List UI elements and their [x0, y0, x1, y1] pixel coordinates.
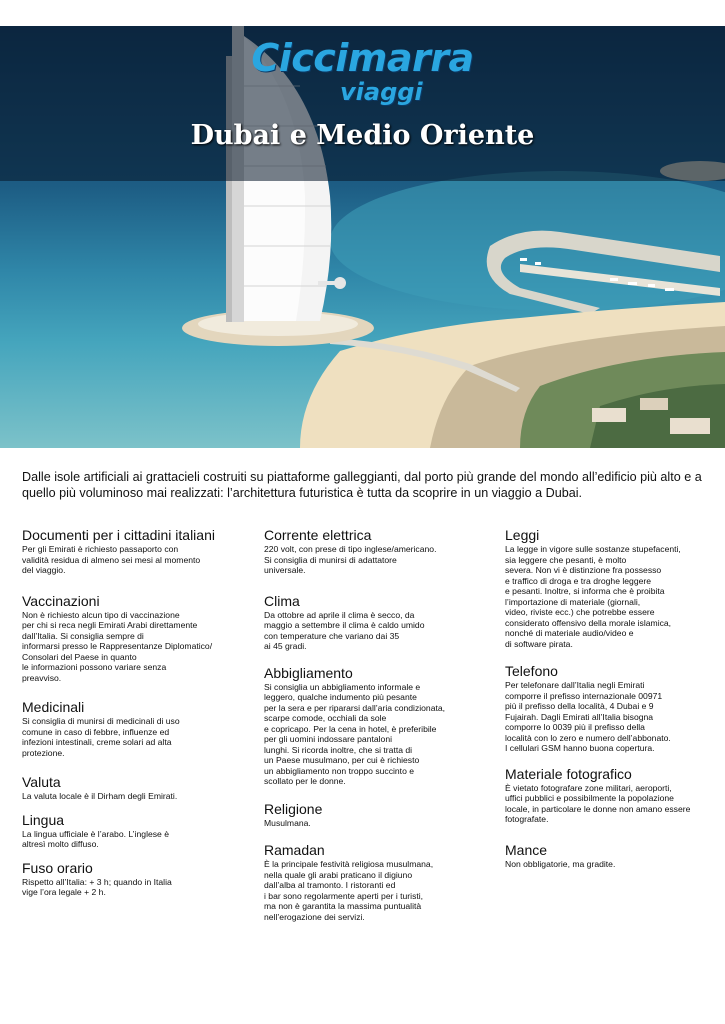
page-title: Dubai e Medio Oriente	[190, 120, 535, 151]
info-column-2	[264, 527, 479, 922]
section-title: Mance	[505, 841, 548, 858]
section-title: Ramadan	[264, 842, 325, 858]
brand-logo-sub: viaggi	[340, 78, 423, 106]
section-fuso-orario	[22, 860, 237, 898]
intro-paragraph: Dalle isole artificiali ai grattacieli costruiti su piattaforme galleggianti, dal porto più grande del mondo all’edificio più alto e a quello più voluminoso mai realizzati: l’architettura futuristica è tutta da scoprire in un viaggio a Dubai.	[22, 470, 702, 500]
section-text: Per telefonare dall’Italia negli Emirati comporre il prefisso internazionale 00971 più il prefisso della località, 4 Dubai e 9 Fujairah. Dagli Emirati all’Italia bisogna comporre lo 0039 più il prefisso della località con lo zero e numero dell’abbonato. I cellulari GSM hanno buona copertura.	[505, 680, 671, 753]
section-text: La legge in vigore sulle sostanze stupefacenti, sia leggere che pesanti, è molto severa. Non vi è distinzione fra possesso e traffico di droga e tra droghe leggere e pesanti. Inoltre, si informa che è proibita l’importazione di materiale (giornali, video, riviste ecc.) che potrebbe essere considerato offensivo della morale islamica, nonché di materiale audio/video e di software pirata.	[505, 544, 681, 649]
section-title: Telefono	[505, 663, 558, 679]
section-title: Vaccinazioni	[22, 592, 100, 609]
section-ramadan	[264, 842, 479, 922]
section-corrente	[264, 527, 479, 576]
section-title: Abbigliamento	[264, 664, 353, 681]
section-text: Si consiglia di munirsi di medicinali di uso comune in caso di febbre, influenze ed infezioni intestinali, creme solari ad alta protezione.	[22, 716, 180, 758]
brand-logo-main: Ciccimarra	[251, 36, 474, 80]
section-text: È vietato fotografare zone militari, aeroporti, uffici pubblici e possibilmente la popolazione locale, in particolare le donne non amano essere fotografate.	[505, 782, 691, 824]
section-vaccinazioni	[22, 593, 237, 684]
section-leggi	[505, 527, 715, 649]
section-title: Religione	[264, 800, 323, 817]
section-text: Per gli Emirati è richiesto passaporto con validità residua di almeno sei mesi al momento del viaggio.	[22, 544, 201, 575]
section-text: Da ottobre ad aprile il clima è secco, da maggio a settembre il clima è caldo umido con temperature che variano dai 35 ai 45 gradi.	[264, 609, 425, 651]
info-column-1	[22, 527, 237, 898]
section-telefono	[505, 663, 715, 754]
section-text: Non è richiesto alcun tipo di vaccinazione per chi si reca negli Emirati Arabi direttamente dall’Italia. Si consiglia sempre di informarsi presso le Rappresentanze Diplomatico/ Consolari del Paese in quanto le informazioni possono variare senza preavviso.	[22, 609, 213, 683]
section-text: 220 volt, con prese di tipo inglese/americano. Si consiglia di munirsi di adattatore universale.	[264, 544, 437, 575]
hero-image	[0, 26, 725, 448]
section-mance	[505, 842, 715, 870]
section-title: Leggi	[505, 527, 540, 543]
section-title: Documenti per i cittadini italiani	[22, 527, 215, 543]
section-lingua	[22, 812, 237, 850]
section-title: Materiale fotografico	[505, 765, 632, 782]
section-title: Valuta	[22, 774, 61, 790]
section-medicinali	[22, 699, 237, 758]
section-text: È la principale festività religiosa musulmana, nella quale gli arabi praticano il digiuno dall’alba al tramonto. I ristoranti ed i bar sono regolarmente aperti per i turisti, ma non è garantita la massima puntualità nell’erogazione dei servizi.	[264, 859, 434, 922]
info-column-3	[505, 527, 715, 869]
section-text: Rispetto all’Italia: + 3 h; quando in Italia vige l’ora legale + 2 h.	[22, 876, 172, 897]
section-documenti	[22, 527, 237, 576]
section-title: Clima	[264, 592, 300, 609]
section-religione	[264, 801, 479, 829]
section-title: Medicinali	[22, 699, 85, 715]
section-text: La lingua ufficiale è l’arabo. L’inglese è altresì molto diffuso.	[22, 828, 169, 849]
section-title: Corrente elettrica	[264, 527, 372, 543]
section-text: La valuta locale è il Dirham degli Emirati.	[22, 791, 178, 801]
section-text: Musulmana.	[264, 817, 311, 828]
section-text: Non obbligatorie, ma gradite.	[505, 858, 616, 869]
section-title: Fuso orario	[22, 859, 93, 876]
section-title: Lingua	[22, 811, 65, 828]
section-clima	[264, 593, 479, 652]
section-valuta	[22, 774, 237, 802]
section-materiale-fotografico	[505, 766, 715, 825]
section-abbigliamento	[264, 665, 479, 787]
section-text: Si consiglia un abbigliamento informale e leggero, qualche indumento più pesante per la sera e per ripararsi dall’aria condizionata, scarpe comode, occhiali da sole e copricapo. Per la cena in hotel, è preferibile per gli uomini indossare pantaloni lunghi. Si ricorda inoltre, che si tratta di un Paese musulmano, per cui è richiesto un abbigliamento non troppo succinto e scollato per le donne.	[264, 681, 446, 786]
